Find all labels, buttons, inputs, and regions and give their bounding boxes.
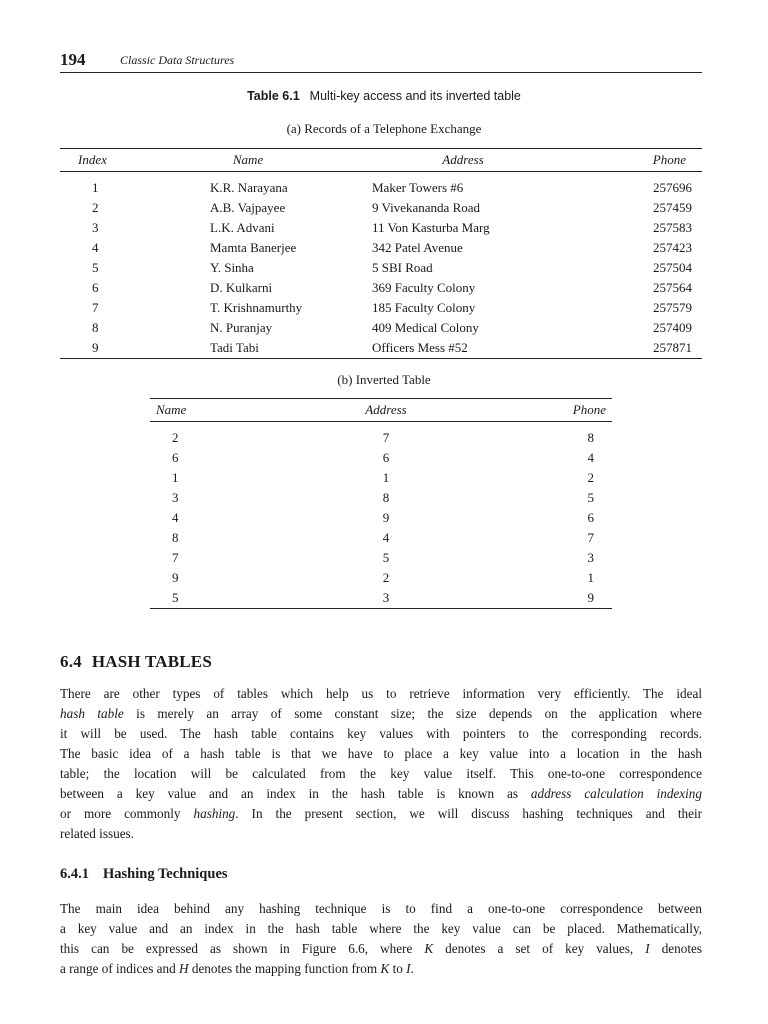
column-header-name: Name: [150, 399, 306, 422]
text-run: to: [389, 961, 407, 976]
table-cell: L.K. Advani: [210, 220, 275, 235]
column-header-index: Index: [60, 149, 148, 172]
table-cell: Y. Sinha: [210, 260, 254, 275]
table-cell: 3: [92, 220, 99, 235]
emphasized-term: I: [406, 961, 411, 976]
emphasized-term: K: [380, 961, 390, 976]
table-cell: 8: [382, 490, 390, 505]
table-cell: 3: [306, 588, 466, 609]
text-run: The basic idea of a hash table is that we have to place a key value into a location in the hash: [60, 746, 702, 761]
table-a-body: [60, 172, 702, 359]
table-row: [60, 198, 702, 218]
section-paragraph: [60, 684, 702, 844]
table-cell: 409 Medical Colony: [372, 320, 479, 335]
table-cell: K.R. Narayana: [210, 180, 288, 195]
table-row: [150, 422, 612, 449]
text-run: table; the location will be calculated from the key value itself. This one-to-one correspondence: [60, 766, 702, 781]
table-cell: 1: [587, 570, 594, 585]
table-cell: 257423: [653, 240, 692, 255]
table-cell: 3: [172, 490, 179, 505]
table-cell: 9: [172, 570, 179, 585]
text-run: this can be expressed as shown in Figure 6.6, where: [60, 941, 425, 956]
subsection-paragraph: [60, 899, 702, 979]
table-cell: 257696: [653, 180, 692, 195]
table-cell: 11 Von Kasturba Marg: [372, 220, 490, 235]
text-line: [60, 684, 702, 704]
table-cell: 342 Patel Avenue: [372, 240, 463, 255]
table-title: Multi-key access and its inverted table: [309, 89, 521, 103]
text-run: .: [410, 961, 414, 976]
text-line: [60, 704, 702, 724]
table-row: [150, 568, 612, 588]
page-number: 194: [60, 50, 86, 69]
table-cell: 4: [92, 240, 99, 255]
text-run: There are other types of tables which help us to retrieve information very efficiently. The ideal: [60, 686, 702, 701]
table-cell: 4: [587, 450, 594, 465]
table-row: [60, 278, 702, 298]
table-cell: 5: [92, 260, 99, 275]
table-cell: 5: [587, 490, 594, 505]
table-b-caption: (b) Inverted Table: [337, 372, 431, 387]
table-row: [150, 548, 612, 568]
table-cell: 1: [382, 470, 390, 485]
table-cell: 369 Faculty Colony: [372, 280, 476, 295]
emphasized-term: I: [645, 941, 650, 956]
table-row: [60, 238, 702, 258]
section-heading: [60, 652, 212, 672]
text-run: The main idea behind any hashing technique is to find a one-to-one correspondence between: [60, 901, 702, 916]
table-cell: Maker Towers #6: [372, 180, 464, 195]
section-title: HASH TABLES: [91, 652, 213, 671]
table-b-header-row: [150, 399, 612, 422]
table-cell: 257871: [578, 338, 702, 359]
table-cell: 2: [92, 200, 99, 215]
text-line: [60, 724, 702, 744]
text-line: [60, 784, 702, 804]
text-run: between a key value and an index in the hash table is known as: [60, 786, 531, 801]
table-cell: 4: [382, 530, 390, 545]
table-row: [60, 258, 702, 278]
section-number: 6.4: [60, 652, 82, 671]
table-cell: 257564: [653, 280, 692, 295]
subsection-number: 6.4.1: [60, 866, 89, 882]
text-line: [60, 764, 702, 784]
column-header-phone: Phone: [578, 149, 702, 172]
table-cell: 2: [382, 570, 390, 585]
text-line: [60, 919, 702, 939]
text-line: [60, 744, 702, 764]
table-cell: 9: [60, 338, 148, 359]
table-cell: 257504: [653, 260, 692, 275]
table-cell: 6: [382, 450, 390, 465]
table-cell: 2: [587, 470, 594, 485]
table-cell: Mamta Banerjee: [210, 240, 297, 255]
text-line: [60, 939, 702, 959]
column-header-address: Address: [306, 399, 466, 422]
table-cell: 5: [382, 550, 390, 565]
table-cell: 3: [587, 550, 594, 565]
emphasized-term: hash table: [60, 706, 124, 721]
subsection-title: Hashing Techniques: [103, 866, 228, 882]
inverted-table: [150, 398, 612, 609]
table-label: Table 6.1: [247, 89, 300, 103]
table-row: [150, 528, 612, 548]
table-cell: A.B. Vajpayee: [210, 200, 286, 215]
table-cell: 8: [587, 430, 594, 445]
text-line: [60, 804, 702, 824]
table-cell: Tadi Tabi: [148, 338, 348, 359]
emphasized-term: K: [424, 941, 434, 956]
table-row: [60, 338, 702, 359]
table-a-header-row: [60, 149, 702, 172]
text-run: it will be used. The hash table contains key values with pointers to the corresponding records.: [60, 726, 702, 741]
table-cell: 7: [382, 430, 390, 445]
table-caption: [0, 89, 768, 103]
table-row: [60, 298, 702, 318]
table-a-caption: (a) Records of a Telephone Exchange: [286, 121, 482, 136]
text-run: denotes a set of key values,: [433, 941, 646, 956]
table-cell: 5 SBI Road: [372, 260, 433, 275]
table-cell: 6: [92, 280, 99, 295]
text-run: related issues.: [60, 826, 134, 841]
text-run: denotes: [649, 941, 702, 956]
table-cell: 9: [382, 510, 390, 525]
subsection-heading: [60, 866, 228, 883]
table-cell: 4: [172, 510, 179, 525]
table-cell: T. Krishnamurthy: [210, 300, 303, 315]
table-cell: 1: [172, 470, 179, 485]
emphasized-term: H: [179, 961, 189, 976]
text-run: a range of indices and: [60, 961, 180, 976]
table-row: [150, 468, 612, 488]
table-cell: 6: [587, 510, 594, 525]
table-row: [150, 448, 612, 468]
text-line: [60, 959, 702, 979]
table-cell: 2: [172, 430, 179, 445]
running-header: [60, 50, 702, 73]
table-cell: 8: [92, 320, 99, 335]
table-cell: Officers Mess #52: [348, 338, 578, 359]
table-cell: 7: [587, 530, 594, 545]
text-line: [60, 824, 702, 844]
emphasized-term: address calculation indexing: [530, 786, 702, 801]
book-title: Classic Data Structures: [120, 53, 235, 67]
table-cell: 7: [172, 550, 179, 565]
text-run: . In the present section, we will discuss hashing techniques and their: [235, 806, 702, 821]
table-cell: 8: [172, 530, 179, 545]
table-cell: 185 Faculty Colony: [372, 300, 476, 315]
column-header-phone: Phone: [466, 399, 612, 422]
table-cell: 6: [172, 450, 179, 465]
table-cell: 257579: [653, 300, 692, 315]
table-cell: 257583: [653, 220, 692, 235]
table-cell: 257459: [653, 200, 692, 215]
column-header-address: Address: [348, 149, 578, 172]
table-b-body: [150, 422, 612, 609]
table-cell: 5: [150, 588, 306, 609]
table-row: [150, 488, 612, 508]
table-row: [60, 172, 702, 199]
table-row: [60, 318, 702, 338]
column-header-name: Name: [148, 149, 348, 172]
table-cell: 7: [92, 300, 99, 315]
text-run: is merely an array of some constant size; the size depends on the application where: [123, 706, 702, 721]
telephone-records-table: [60, 148, 702, 359]
table-row: [60, 218, 702, 238]
text-run: or more commonly: [60, 806, 194, 821]
table-cell: 9: [466, 588, 612, 609]
text-run: a key value and an index in the hash table where the key value can be placed. Mathematically,: [60, 921, 702, 936]
table-row: [150, 588, 612, 609]
text-line: [60, 899, 702, 919]
table-cell: 257409: [653, 320, 692, 335]
table-row: [150, 508, 612, 528]
table-cell: D. Kulkarni: [210, 280, 273, 295]
text-run: denotes the mapping function from: [188, 961, 381, 976]
emphasized-term: hashing: [193, 806, 236, 821]
table-cell: 9 Vivekananda Road: [372, 200, 481, 215]
table-cell: N. Puranjay: [210, 320, 273, 335]
table-cell: 1: [92, 180, 99, 195]
